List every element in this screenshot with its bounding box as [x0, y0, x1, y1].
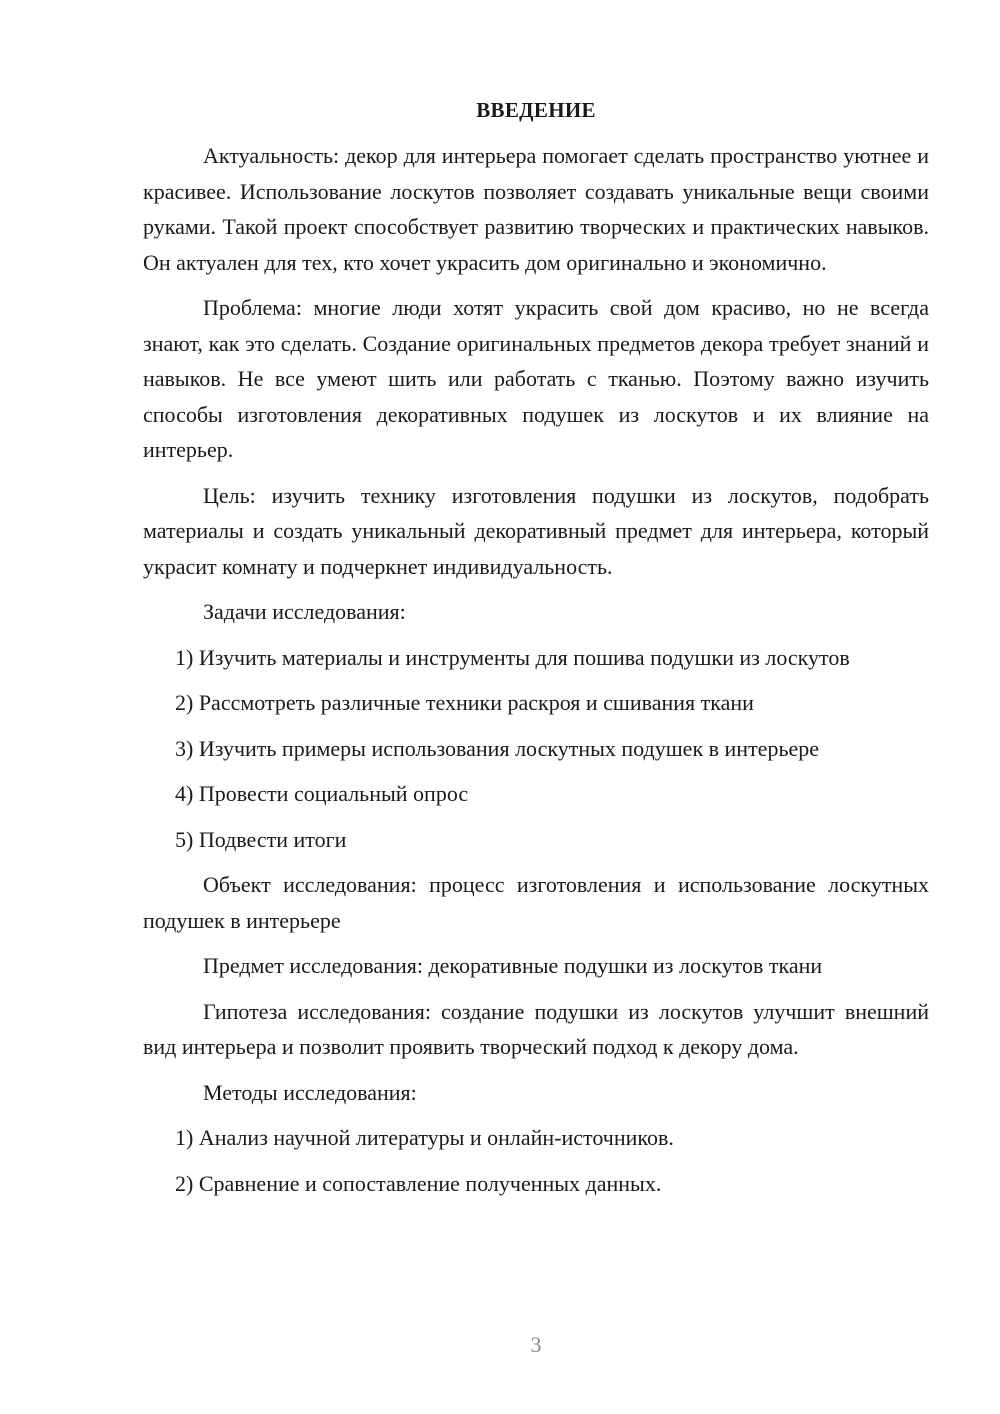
- task-item: 4) Провести социальный опрос: [175, 781, 469, 806]
- method-item: 2) Сравнение и сопоставление полученных данных.: [175, 1170, 662, 1196]
- task-item: 3) Изучить примеры использования лоскутных подушек в интерьере: [175, 735, 820, 761]
- task-item: 5) Подвести итоги: [175, 826, 347, 852]
- task-item: 2) Рассмотреть различные техники раскроя и сшивания ткани: [175, 690, 754, 715]
- page-content: [143, 94, 929, 1211]
- method-item: 1) Анализ научной литературы и онлайн-источников.: [175, 1125, 674, 1150]
- object-paragraph: Объект исследования: процесс изготовления и использование лоскутных подушек в интерьере: [143, 872, 929, 933]
- section-heading: ВВЕДЕНИЕ: [476, 98, 596, 122]
- goal-paragraph: Цель: изучить технику изготовления подушки из лоскутов, подобрать материалы и создать уникальный декоративный предмет для интерьера, который украсит комнату и подчеркнет индивидуальность.: [143, 482, 929, 579]
- methods-title: Методы исследования:: [203, 1079, 417, 1105]
- subject-paragraph: Предмет исследования: декоративные подушки из лоскутов ткани: [203, 953, 823, 978]
- task-item: 1) Изучить материалы и инструменты для пошива подушки из лоскутов: [175, 644, 850, 670]
- hypothesis-paragraph: Гипотеза исследования: создание подушки из лоскутов улучшит внешний вид интерьера и позволит проявить творческий подход к декору дома.: [143, 998, 929, 1059]
- relevance-paragraph: Актуальность: декор для интерьера помогает сделать пространство уютнее и красивее. Использование лоскутов позволяет создавать уникальные вещи своими руками. Такой проект способствует развитию творческих и практических навыков. Он актуален для тех, кто хочет украсить дом оригинально и экономично.: [143, 143, 929, 275]
- problem-paragraph: Проблема: многие люди хотят украсить свой дом красиво, но не всегда знают, как это сделать. Создание оригинальных предметов декора требует знаний и навыков. Не все умеют шить или работать с тканью. Поэтому важно изучить способы изготовления декоративных подушек из лоскутов и их влияние на интерьер.: [143, 295, 929, 462]
- page-number: 3: [530, 1332, 542, 1357]
- tasks-title: Задачи исследования:: [203, 599, 406, 624]
